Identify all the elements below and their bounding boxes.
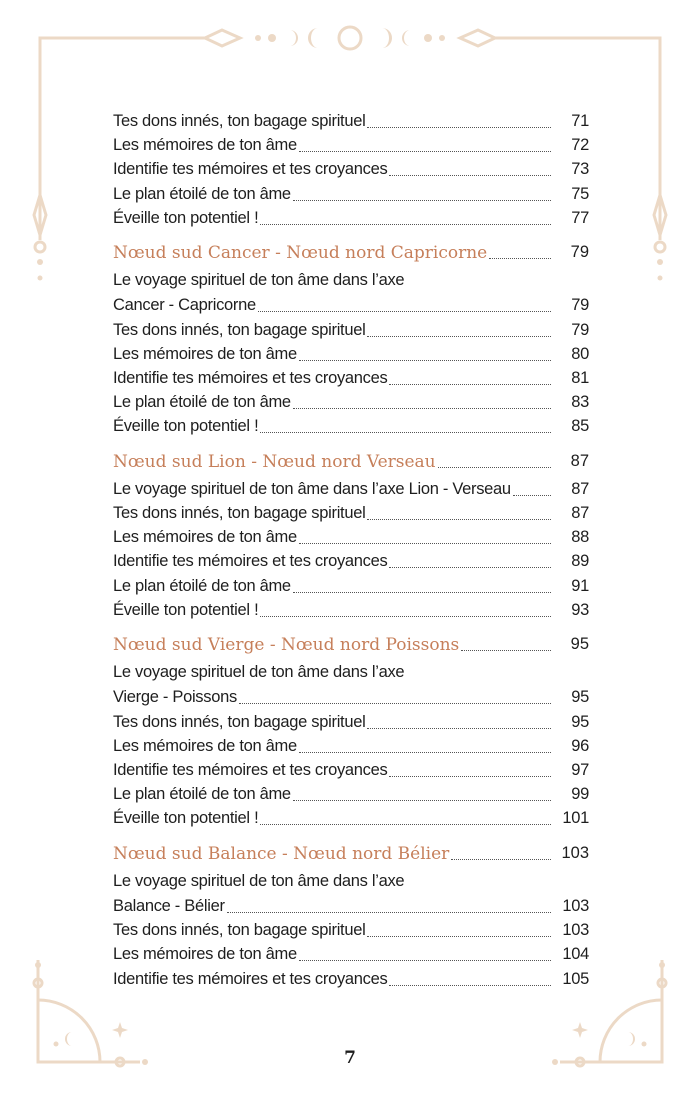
page-ref: 103 bbox=[562, 921, 589, 940]
dot-leader bbox=[389, 567, 551, 568]
dot-leader bbox=[513, 495, 551, 496]
page-ref: 83 bbox=[571, 393, 589, 412]
toc-entry[interactable] bbox=[113, 480, 589, 504]
dot-leader bbox=[389, 175, 551, 176]
toc-section-heading[interactable] bbox=[113, 844, 589, 868]
page-ref: 87 bbox=[571, 479, 589, 498]
toc-entry[interactable] bbox=[113, 528, 589, 552]
toc-entry[interactable] bbox=[113, 785, 589, 809]
dot-leader bbox=[389, 384, 551, 385]
entry-label: Éveille ton potentiel ! bbox=[113, 208, 259, 227]
toc-entry[interactable] bbox=[113, 577, 589, 601]
entry-label: Vierge - Poissons bbox=[113, 688, 237, 707]
entry-label: Les mémoires de ton âme bbox=[113, 736, 297, 755]
page-ref: 95 bbox=[571, 712, 589, 731]
toc-entry[interactable] bbox=[113, 970, 589, 994]
entry-label: Tes dons innés, ton bagage spirituel bbox=[113, 112, 366, 130]
page-ref: 81 bbox=[571, 369, 589, 387]
toc-section-heading[interactable] bbox=[113, 243, 589, 267]
toc-entry[interactable] bbox=[113, 809, 589, 833]
toc-entry-first-line: Le voyage spirituel de ton âme dans l’axe bbox=[113, 271, 405, 290]
toc-entry-first-line: Le voyage spirituel de ton âme dans l’axe bbox=[113, 663, 405, 682]
page-ref: 87 bbox=[571, 504, 589, 522]
page-ref: 95 bbox=[570, 635, 589, 653]
entry-label: Éveille ton potentiel ! bbox=[113, 600, 259, 619]
entry-label: Le voyage spirituel de ton âme dans l’axe Lion - Verseau bbox=[113, 479, 511, 498]
toc-entry[interactable] bbox=[113, 688, 589, 712]
dot-leader bbox=[489, 258, 551, 259]
entry-label: Cancer - Capricorne bbox=[113, 296, 256, 315]
dot-leader bbox=[389, 776, 551, 777]
page-ref: 79 bbox=[571, 296, 589, 315]
dot-leader bbox=[239, 703, 551, 704]
entry-label: Les mémoires de ton âme bbox=[113, 344, 297, 363]
dot-leader bbox=[227, 912, 551, 913]
dot-leader bbox=[258, 311, 551, 312]
page-ref: 87 bbox=[570, 451, 589, 470]
dot-leader bbox=[260, 432, 551, 433]
toc-entry[interactable] bbox=[113, 601, 589, 625]
entry-label: Éveille ton potentiel ! bbox=[113, 809, 259, 828]
dot-leader bbox=[438, 467, 551, 468]
page-number: 7 bbox=[344, 1048, 356, 1068]
toc-entry[interactable] bbox=[113, 112, 589, 136]
page-ref: 103 bbox=[562, 897, 589, 915]
page-ref: 95 bbox=[571, 688, 589, 707]
page-ref: 89 bbox=[571, 552, 589, 571]
toc-entry[interactable] bbox=[113, 321, 589, 345]
entry-label: Identifie tes mémoires et tes croyances bbox=[113, 369, 388, 387]
section-title: Nœud sud Vierge - Nœud nord Poissons bbox=[113, 635, 460, 655]
entry-label: Tes dons innés, ton bagage spirituel bbox=[113, 712, 366, 731]
dot-leader bbox=[451, 859, 551, 860]
dot-leader bbox=[260, 224, 551, 225]
toc-entry[interactable] bbox=[113, 209, 589, 233]
dot-leader bbox=[299, 752, 551, 753]
page-ref: 75 bbox=[571, 184, 589, 203]
toc-entry[interactable] bbox=[113, 393, 589, 417]
toc-entry[interactable] bbox=[113, 737, 589, 761]
page-ref: 77 bbox=[571, 208, 589, 227]
dot-leader bbox=[299, 360, 551, 361]
section-title: Nœud sud Cancer - Nœud nord Capricorne bbox=[113, 243, 488, 263]
dot-leader bbox=[461, 650, 551, 651]
section-title: Nœud sud Lion - Nœud nord Verseau bbox=[113, 451, 436, 472]
entry-label: Tes dons innés, ton bagage spirituel bbox=[113, 320, 366, 339]
page-ref: 80 bbox=[571, 344, 589, 363]
dot-leader bbox=[299, 960, 551, 961]
page-ref: 101 bbox=[562, 809, 589, 828]
page-ref: 104 bbox=[562, 945, 589, 964]
dot-leader bbox=[293, 200, 551, 201]
section-title: Nœud sud Balance - Nœud nord Bélier bbox=[113, 843, 450, 864]
dot-leader bbox=[293, 800, 551, 801]
dot-leader bbox=[367, 519, 551, 520]
toc-entry[interactable] bbox=[113, 552, 589, 576]
entry-label: Le plan étoilé de ton âme bbox=[113, 393, 291, 412]
toc-section-heading[interactable] bbox=[113, 452, 589, 476]
entry-label: Les mémoires de ton âme bbox=[113, 945, 297, 964]
page-ref: 105 bbox=[562, 969, 589, 988]
page-ref: 103 bbox=[561, 843, 589, 862]
page-ref: 97 bbox=[571, 761, 589, 779]
entry-label: Les mémoires de ton âme bbox=[113, 136, 297, 155]
page-ref: 99 bbox=[571, 785, 589, 804]
dot-leader bbox=[367, 728, 551, 729]
toc-entry[interactable] bbox=[113, 417, 589, 441]
entry-label: Le plan étoilé de ton âme bbox=[113, 184, 291, 203]
dot-leader bbox=[367, 936, 551, 937]
entry-label: Identifie tes mémoires et tes croyances bbox=[113, 552, 388, 571]
entry-label: Le plan étoilé de ton âme bbox=[113, 785, 291, 804]
toc-entry[interactable] bbox=[113, 713, 589, 737]
toc-entry[interactable] bbox=[113, 136, 589, 160]
page-ref: 71 bbox=[571, 112, 589, 130]
toc-entry[interactable] bbox=[113, 504, 589, 528]
dot-leader bbox=[367, 336, 551, 337]
entry-label: Tes dons innés, ton bagage spirituel bbox=[113, 504, 366, 522]
toc-entry[interactable] bbox=[113, 160, 589, 184]
dot-leader bbox=[299, 543, 551, 544]
dot-leader bbox=[389, 985, 551, 986]
dot-leader bbox=[367, 127, 551, 128]
page-ref: 72 bbox=[571, 136, 589, 155]
entry-label: Identifie tes mémoires et tes croyances bbox=[113, 969, 388, 988]
dot-leader bbox=[293, 592, 551, 593]
page-ref: 73 bbox=[571, 160, 589, 179]
page-ref: 85 bbox=[571, 417, 589, 436]
page-ref: 88 bbox=[571, 528, 589, 547]
dot-leader bbox=[260, 824, 551, 825]
dot-leader bbox=[260, 616, 551, 617]
dot-leader bbox=[299, 151, 551, 152]
page-ref: 91 bbox=[571, 576, 589, 595]
toc-entry[interactable] bbox=[113, 185, 589, 209]
toc-entry[interactable] bbox=[113, 945, 589, 969]
toc-entry[interactable] bbox=[113, 345, 589, 369]
page-ref: 93 bbox=[571, 600, 589, 619]
entry-label: Identifie tes mémoires et tes croyances bbox=[113, 761, 388, 779]
entry-label: Éveille ton potentiel ! bbox=[113, 417, 259, 436]
entry-label: Les mémoires de ton âme bbox=[113, 528, 297, 547]
toc-section-heading[interactable] bbox=[113, 635, 589, 659]
entry-label: Tes dons innés, ton bagage spirituel bbox=[113, 921, 366, 940]
entry-label: Le plan étoilé de ton âme bbox=[113, 576, 291, 595]
toc-entry-first-line: Le voyage spirituel de ton âme dans l’axe bbox=[113, 871, 405, 890]
moon-phases-ornament bbox=[255, 27, 445, 49]
page-ref: 96 bbox=[571, 736, 589, 755]
page-ref: 79 bbox=[571, 320, 589, 339]
entry-label: Balance - Bélier bbox=[113, 897, 225, 915]
toc-entry[interactable] bbox=[113, 296, 589, 320]
toc-entry[interactable] bbox=[113, 369, 589, 393]
toc-entry[interactable] bbox=[113, 921, 589, 945]
toc-entry[interactable] bbox=[113, 897, 589, 921]
entry-label: Identifie tes mémoires et tes croyances bbox=[113, 160, 388, 179]
page-ref: 79 bbox=[570, 243, 589, 261]
toc-entry[interactable] bbox=[113, 761, 589, 785]
dot-leader bbox=[293, 408, 551, 409]
